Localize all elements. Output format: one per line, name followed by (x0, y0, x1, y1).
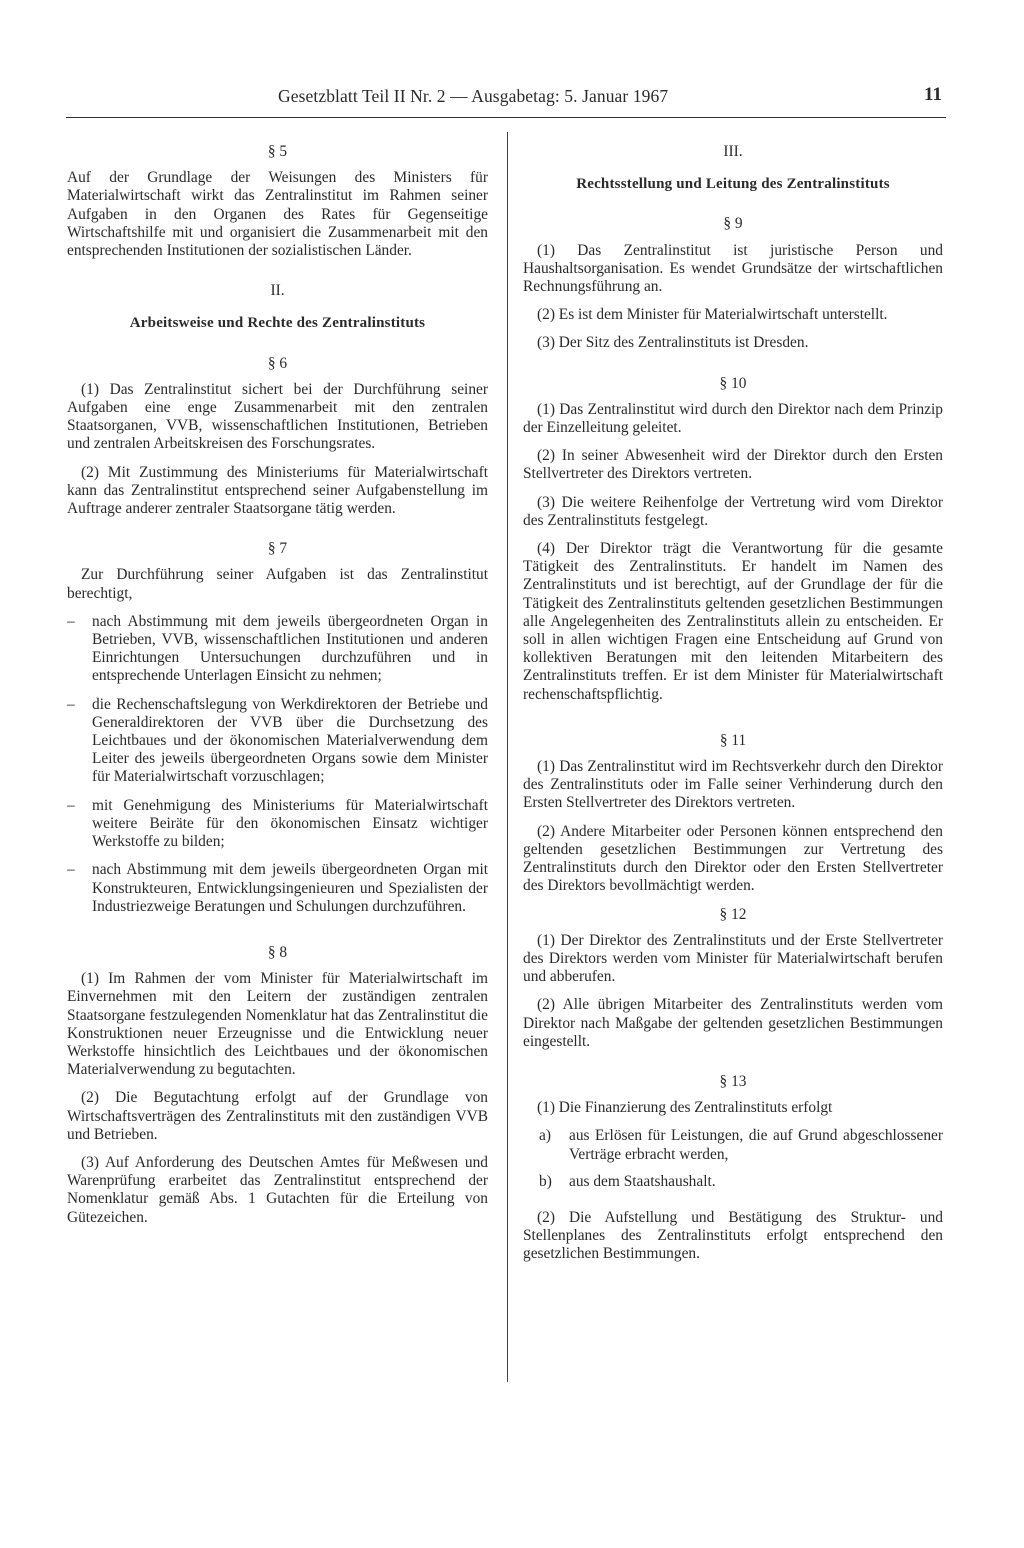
header-title: Gesetzblatt Teil II Nr. 2 — Ausgabetag: 5. Januar 1967 (278, 86, 669, 106)
section-13-paragraph-1: (1) Die Finanzierung des Zentralinstituts erfolgt (537, 1099, 833, 1117)
section-10-label: § 10 (719, 374, 747, 392)
section-13-item-a (523, 1127, 943, 1163)
section-11-paragraph-2: (2) Andere Mitarbeiter oder Personen können entsprechend den geltenden gesetzlichen Bestimmungen zur Vertretung des Zentralinstituts durch den Direktor oder den Ersten Stellvertreter des Direktors bevollmächtigt werden. (523, 822, 943, 895)
list-item-text: die Rechenschaftslegung von Werkdirektoren der Betriebe und Generaldirektoren der VVB über die Durchsetzung des Leichtbaues und der ökonomischen Materialverwendung dem Leiter des jeweils übergeordneten Organs sowie dem Minister für Materialwirtschaft vorzuschlagen; (92, 695, 488, 786)
list-item-text: mit Genehmigung des Ministeriums für Materialwirtschaft weitere Beiräte für den ökonomischen Einsatz wichtiger Werkstoffe zu bilden; (92, 796, 488, 851)
right-column (523, 143, 943, 1274)
section-10-paragraph-3: (3) Die weitere Reihenfolge der Vertretung wird vom Direktor des Zentralinstituts festgelegt. (523, 493, 943, 529)
list-item-text: nach Abstimmung mit dem jeweils übergeordneten Organ in Betrieben, VVB, wissenschaftlichen Institutionen und anderen Einrichtungen Untersuchungen durchzuführen und in entsprechende Unterlagen Einsicht zu nehmen; (92, 612, 488, 685)
section-8-label: § 8 (267, 943, 288, 961)
section-7-item-2 (67, 696, 488, 787)
section-6-paragraph-2: (2) Mit Zustimmung des Ministeriums für Materialwirtschaft kann das Zentralinstitut entsprechend seiner Aufgabenstellung im Auftrage anderer zentraler Staatsorgane tätig werden. (67, 463, 488, 518)
section-9-label: § 9 (723, 215, 743, 233)
section-5-label: § 5 (267, 143, 288, 160)
dash-bullet: – (67, 861, 75, 879)
section-13-item-b (523, 1173, 943, 1191)
section-8-paragraph-1: (1) Im Rahmen der vom Minister für Materialwirtschaft im Einvernehmen mit den Leitern der zuständigen zentralen Staatsorgane festzulegenden Nomenklatur hat das Zentralinstitut die Konstruktionen neuer Erzeugnisse und die Entwicklung neuer Werkstoffe hinsichtlich des Leichtbaues und der ökonomischen Materialverwendung zu begutachten. (67, 970, 488, 1079)
section-13-label: § 13 (719, 1072, 747, 1090)
section-8-paragraph-2: (2) Die Begutachtung erfolgt auf der Grundlage von Wirtschaftsverträgen des Zentralinstituts mit den zuständigen VVB und Betrieben. (67, 1089, 488, 1143)
dash-bullet: – (67, 695, 75, 713)
section-5-paragraph: Auf der Grundlage der Weisungen des Ministers für Materialwirtschaft wirkt das Zentralinstitut im Rahmen seiner Aufgaben in den Organen des Rates für Gegenseitige Wirtschaftshilfe mit und organisiert die Zusammenarbeit mit den entsprechenden Institutionen der sozialistischen Länder. (67, 169, 488, 260)
section-10-paragraph-4: (4) Der Direktor trägt die Verantwortung für die gesamte Tätigkeit des Zentralinstituts. Er handelt im Namen des Zentralinstituts und ist berechtigt, auf der Grundlage der für die Tätigkeit des Zentralinstituts geltenden gesetzlichen Bestimmungen alle Angelegenheiten des Zentralinstituts allein zu entscheiden. Er soll in allen wichtigen Fragen eine Entscheidung auf Grund von kollektiven Beratungen mit den leitenden Mitarbeitern des Zentralinstituts treffen. Er ist dem Minister für Materialwirtschaft rechenschaftspflichtig. (523, 540, 943, 703)
section-9-paragraph-2: (2) Es ist dem Minister für Materialwirtschaft unterstellt. (537, 306, 888, 324)
section-10-paragraph-2: (2) In seiner Abwesenheit wird der Direktor durch den Ersten Stellvertreter des Direktors vertreten. (523, 447, 943, 483)
page-header (66, 84, 946, 114)
section-12-label: § 12 (719, 905, 747, 923)
list-item-text: nach Abstimmung mit dem jeweils übergeordneten Organ mit Konstrukteuren, Entwicklungsingenieuren und Spezialisten der Industriezweige Beratungen und Schulungen durchzuführen. (92, 861, 488, 915)
item-marker: b) (539, 1172, 552, 1190)
section-7-item-1 (67, 613, 488, 686)
section-6-label: § 6 (267, 354, 288, 372)
section-9-paragraph-3: (3) Der Sitz des Zentralinstituts ist Dresden. (537, 334, 809, 352)
header-rule (66, 117, 946, 118)
left-column (67, 143, 488, 1237)
part-2-heading: Arbeitsweise und Rechte des Zentralinstituts (129, 315, 426, 332)
section-12-paragraph-1: (1) Der Direktor des Zentralinstituts und der Erste Stellvertreter des Direktors werden vom Minister für Materialwirtschaft berufen und abberufen. (523, 931, 943, 986)
list-item-text: aus dem Staatshaushalt. (569, 1172, 716, 1190)
section-11-label: § 11 (719, 731, 747, 749)
item-marker: a) (539, 1127, 551, 1145)
dash-bullet: – (67, 612, 75, 630)
section-7-item-3 (67, 797, 488, 852)
list-item-text: aus Erlösen für Leistungen, die auf Grund abgeschlossener Verträge erbracht werden, (569, 1127, 943, 1163)
section-7-label: § 7 (267, 540, 288, 558)
section-13-paragraph-2: (2) Die Aufstellung und Bestätigung des Struktur- und Stellenplanes des Zentralinstituts erfolgt entsprechend den gesetzlichen Bestimmungen. (523, 1208, 943, 1263)
section-7-intro: Zur Durchführung seiner Aufgaben ist das Zentralinstitut berechtigt, (67, 566, 488, 602)
section-10-paragraph-1: (1) Das Zentralinstitut wird durch den Direktor nach dem Prinzip der Einzelleitung geleitet. (523, 400, 943, 437)
section-12-paragraph-2: (2) Alle übrigen Mitarbeiter des Zentralinstituts werden vom Direktor nach Maßgabe der geltenden gesetzlichen Bestimmungen eingestellt. (523, 996, 943, 1050)
section-11-paragraph-1: (1) Das Zentralinstitut wird im Rechtsverkehr durch den Direktor des Zentralinstituts oder im Falle seiner Verhinderung durch den Ersten Stellvertreter des Direktors vertreten. (523, 758, 943, 812)
section-8-paragraph-3: (3) Auf Anforderung des Deutschen Amtes für Meßwesen und Warenprüfung erarbeitet das Zentralinstitut entsprechend der Nomenklatur gemäß Abs. 1 Gutachten für die Erteilung von Gütezeichen. (67, 1153, 488, 1226)
part-3-numeral: III. (723, 143, 743, 160)
section-6-paragraph-1: (1) Das Zentralinstitut sichert bei der Durchführung seiner Aufgaben eine enge Zusammenarbeit mit den zentralen Staatsorganen, VVB, wissenschaftlichen Institutionen, Betrieben und zentralen Arbeitskreisen des Forschungsrates. (67, 380, 488, 453)
section-7-item-4 (67, 861, 488, 916)
section-9-paragraph-1: (1) Das Zentralinstitut ist juristische Person und Haushaltsorganisation. Es wendet Grundsätze der wirtschaftlichen Rechnungsführung an. (523, 241, 943, 296)
part-2-numeral: II. (270, 282, 285, 300)
page-number: 11 (924, 84, 942, 105)
dash-bullet: – (67, 796, 75, 814)
part-3-heading: Rechtsstellung und Leitung des Zentralinstituts (576, 176, 890, 193)
column-divider (507, 132, 508, 1382)
